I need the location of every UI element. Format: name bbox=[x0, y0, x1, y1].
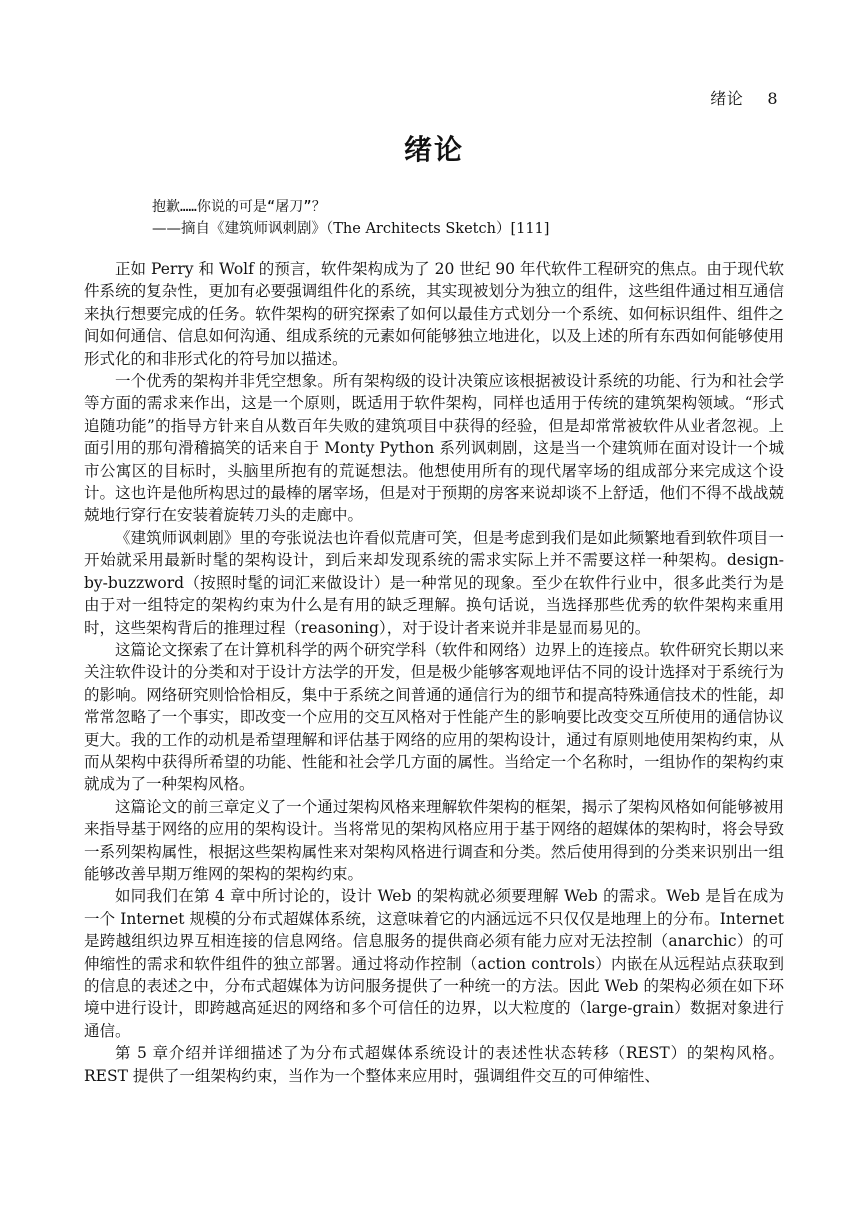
paragraph: 《建筑师讽刺剧》里的夸张说法也许看似荒唐可笑，但是考虑到我们是如此频繁地看到软件项目一开始就采用最新时髦的架构设计，到后来却发现系统的需求实际上并不需要这样一种架构。design-by-buzzword（按照时髦的词汇来做设计）是一种常见的现象。至少在软件行业中，很多此类行为是由于对一组特定的架构约束为什么是有用的缺乏理解。换句话说，当选择那些优秀的软件架构来重用时，这些架构背后的推理过程（reasoning），对于设计者来说并非是显而易见的。 bbox=[84, 528, 784, 637]
epigraph-quote: 抱歉……你说的可是“屠刀”？ bbox=[152, 199, 326, 215]
epigraph bbox=[152, 196, 772, 240]
paragraph: 这篇论文的前三章定义了一个通过架构风格来理解软件架构的框架，揭示了架构风格如何能够被用来指导基于网络的应用的架构设计。当将常见的架构风格应用于基于网络的超媒体的架构时，将会导致一系列架构属性，根据这些架构属性来对架构风格进行调查和分类。然后使用得到的分类来识别出一组能够改善早期万维网的架构的架构约束。 bbox=[84, 797, 784, 883]
chapter-title: 绪论 bbox=[403, 133, 464, 166]
paragraph: 如同我们在第 4 章中所讨论的，设计 Web 的架构就必须要理解 Web 的需求。Web 是旨在成为一个 Internet 规模的分布式超媒体系统，这意味着它的内涵远远不只仅仅是地理上的分布。Internet 是跨越组织边界互相连接的信息网络。信息服务的提供商必须有能力应对无法控制（anarchic）的可伸缩性的需求和软件组件的独立部署。通过将动作控制（action controls）内嵌在从远程站点获取到的信息的表述之中，分布式超媒体为访问服务提供了一种统一的方法。因此 Web 的架构必须在如下环境中进行设计，即跨越高延迟的网络和多个可信任的边界，以大粒度的（large-grain）数据对象进行通信。 bbox=[84, 887, 784, 1040]
running-header bbox=[710, 86, 778, 109]
body-text bbox=[84, 258, 784, 1087]
paragraph: 第 5 章介绍并详细描述了为分布式超媒体系统设计的表述性状态转移（REST）的架构风格。REST 提供了一组架构约束，当作为一个整体来应用时，强调组件交互的可伸缩性、 bbox=[84, 1044, 784, 1085]
paragraph: 这篇论文探索了在计算机科学的两个研究学科（软件和网络）边界上的连接点。软件研究长期以来关注软件设计的分类和对于设计方法学的开发，但是极少能够客观地评估不同的设计选择对于系统行为的影响。网络研究则恰恰相反，集中于系统之间普通的通信行为的细节和提高特殊通信技术的性能，却常常忽略了一个事实，即改变一个应用的交互风格对于性能产生的影响要比改变交互所使用的通信协议更大。我的工作的动机是希望理解和评估基于网络的应用的架构设计，通过有原则地使用架构约束，从而从架构中获得所希望的功能、性能和社会学几方面的属性。当给定一个名称时，一组协作的架构约束就成为了一种架构风格。 bbox=[84, 640, 784, 794]
running-header-section: 绪论 bbox=[710, 89, 744, 108]
paragraph: 正如 Perry 和 Wolf 的预言，软件架构成为了 20 世纪 90 年代软件工程研究的焦点。由于现代软件系统的复杂性，更加有必要强调组件化的系统，其实现被划分为独立的组件，这些组件通过相互通信来执行想要完成的任务。软件架构的研究探索了如何以最佳方式划分一个系统、如何标识组件、组件之间如何通信、信息如何沟通、组成系统的元素如何能够独立地进化，以及上述的所有东西如何能够使用形式化的和非形式化的符号加以描述。 bbox=[84, 260, 784, 368]
epigraph-source: ——摘自《建筑师讽刺剧》（The Architects Sketch）[111] bbox=[152, 221, 550, 237]
paragraph: 一个优秀的架构并非凭空想象。所有架构级的设计决策应该根据被设计系统的功能、行为和社会学等方面的需求来作出，这是一个原则，既适用于软件架构，同样也适用于传统的建筑架构领域。“形式追随功能”的指导方针来自从数百年失败的建筑项目中获得的经验，但是却常常被软件从业者忽视。上面引用的那句滑稽搞笑的话来自于 Monty Python 系列讽刺剧，这是当一个建筑师在面对设计一个城市公寓区的目标时，头脑里所抱有的荒诞想法。他想使用所有的现代屠宰场的组成部分来完成这个设计。这也许是他所构思过的最棒的屠宰场，但是对于预期的房客来说却谈不上舒适，他们不得不战战兢兢地行穿行在安装着旋转刀头的走廊中。 bbox=[84, 372, 784, 525]
page-number: 8 bbox=[767, 89, 778, 108]
